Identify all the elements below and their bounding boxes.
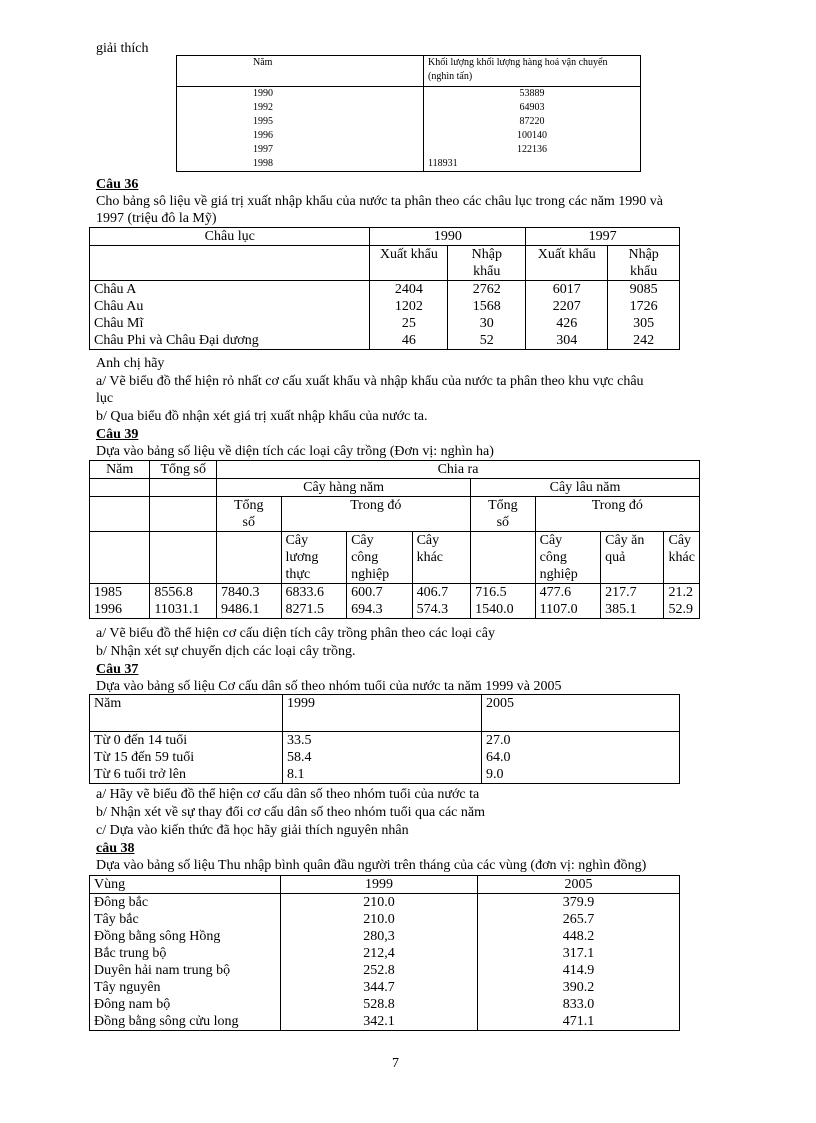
table-cell: 9085 (608, 281, 680, 299)
freight-header-volume: Khối lượng khối lượng hàng hoá vận chuyển (nghìn tấn) (424, 56, 641, 87)
q39-head-other-crops: Cây khác (412, 532, 471, 584)
table-cell: Đông bắc (90, 894, 281, 912)
q37-after-3: c/ Dựa vào kiến thức đã học hãy giải thích nguyên nhân (96, 823, 409, 838)
table-cell: 21.2 (664, 584, 700, 602)
q38-title: câu 38 (96, 841, 135, 856)
table-cell: Đồng bằng sông cửu long (90, 1013, 281, 1031)
table-cell: 53889 (424, 87, 641, 102)
table-cell: Châu A (90, 281, 370, 299)
table-cell: 217.7 (601, 584, 664, 602)
q38-table (89, 875, 680, 1031)
q36-after-2: lục (96, 391, 114, 406)
table-cell: 426 (526, 315, 608, 332)
q39-head-perennial: Cây lâu năm (471, 479, 700, 497)
table-cell: 2207 (526, 298, 608, 315)
q37-head-1999: 1999 (283, 695, 482, 732)
table-cell: 379.9 (478, 894, 680, 912)
q39-head-perennial-within: Trong đó (535, 497, 699, 532)
table-cell: 52 (448, 332, 526, 350)
table-cell: Từ 0 đến 14 tuổi (90, 732, 283, 750)
table-cell: 7840.3 (217, 584, 282, 602)
q39-after-2: b/ Nhận xét sự chuyển dịch các loại cây trồng. (96, 644, 356, 659)
q38-head-2005: 2005 (478, 876, 680, 894)
table-cell: 11031.1 (150, 601, 217, 619)
q36-text-2: 1997 (triệu đô la Mỹ) (96, 211, 217, 226)
q39-head-annual: Cây hàng năm (217, 479, 471, 497)
table-cell: 6833.6 (281, 584, 347, 602)
q37-title: Câu 37 (96, 662, 139, 677)
table-cell: 64903 (424, 101, 641, 115)
q39-head-perennial-other: Cây khác (664, 532, 700, 584)
table-cell: 52.9 (664, 601, 700, 619)
q39-head-annual-within: Trong đó (281, 497, 471, 532)
q37-after-2: b/ Nhận xét về sự thay đổi cơ cấu dân số theo nhóm tuổi qua các năm (96, 805, 485, 820)
table-cell: Châu Phi và Châu Đại dương (90, 332, 370, 350)
table-cell: 1996 (90, 601, 150, 619)
table-cell: Từ 15 đến 59 tuổi (90, 749, 283, 766)
table-cell: 1996 (177, 129, 424, 143)
table-cell: 9486.1 (217, 601, 282, 619)
q39-head-year: Năm (90, 461, 150, 479)
table-cell: 118931 (424, 157, 641, 172)
table-cell: 280,3 (281, 928, 478, 945)
table-cell: 1985 (90, 584, 150, 602)
table-cell: 64.0 (482, 749, 680, 766)
table-cell: 385.1 (601, 601, 664, 619)
table-cell: Châu Mĩ (90, 315, 370, 332)
table-cell: 1540.0 (471, 601, 536, 619)
table-cell: 304 (526, 332, 608, 350)
freight-table (176, 55, 641, 172)
table-cell: 1107.0 (535, 601, 601, 619)
q36-head-region: Châu lục (90, 228, 370, 246)
table-cell: 1998 (177, 157, 424, 172)
table-cell: 390.2 (478, 979, 680, 996)
q39-head-food-crops: Cây lương thực (281, 532, 347, 584)
table-cell: 2404 (370, 281, 448, 299)
table-cell: 694.3 (347, 601, 413, 619)
table-cell: 1990 (177, 87, 424, 102)
table-cell: 1997 (177, 143, 424, 157)
q39-after-1: a/ Vẽ biểu đồ thể hiện cơ cấu diện tích cây trồng phân theo các loại cây (96, 626, 495, 641)
table-cell: 477.6 (535, 584, 601, 602)
table-cell: 317.1 (478, 945, 680, 962)
table-cell: 600.7 (347, 584, 413, 602)
table-cell: 30 (448, 315, 526, 332)
table-cell: 471.1 (478, 1013, 680, 1031)
q37-head-2005: 2005 (482, 695, 680, 732)
table-cell: 25 (370, 315, 448, 332)
q36-head-1997: 1997 (526, 228, 680, 246)
q36-text-1: Cho bảng sô liệu về giá trị xuất nhập khẩu của nước ta phân theo các châu lục trong các năm 1990 và (96, 194, 664, 209)
table-cell: 8556.8 (150, 584, 217, 602)
q39-table (89, 460, 700, 619)
q38-head-1999: 1999 (281, 876, 478, 894)
q39-text: Dựa vào bảng số liệu về diện tích các loại cây trồng (Đơn vị: nghìn ha) (96, 444, 494, 459)
freight-header-year: Năm (177, 56, 424, 87)
table-cell: 8.1 (283, 766, 482, 784)
table-cell: 1202 (370, 298, 448, 315)
q39-head-perennial-industrial: Cây công nghiệp (535, 532, 601, 584)
table-cell: 406.7 (412, 584, 471, 602)
table-cell: 265.7 (478, 911, 680, 928)
table-cell: 1992 (177, 101, 424, 115)
table-cell: 342.1 (281, 1013, 478, 1031)
q39-head-annual-total: Tổng số (217, 497, 282, 532)
q39-head-split: Chia ra (217, 461, 700, 479)
table-cell: Đông nam bộ (90, 996, 281, 1013)
table-cell: Tây bắc (90, 911, 281, 928)
q37-table (89, 694, 680, 784)
table-cell: 1568 (448, 298, 526, 315)
table-cell: 27.0 (482, 732, 680, 750)
q36-import-1997: Nhập khẩu (608, 246, 680, 281)
q39-head-fruit-trees: Cây ăn quả (601, 532, 664, 584)
q37-after-1: a/ Hãy vẽ biểu đồ thể hiện cơ cấu dân số theo nhóm tuổi của nước ta (96, 787, 480, 802)
table-cell: 58.4 (283, 749, 482, 766)
table-cell: Từ 6 tuổi trở lên (90, 766, 283, 784)
q36-head-1990: 1990 (370, 228, 526, 246)
q38-text: Dựa vào bảng số liệu Thu nhập bình quân đầu người trên tháng của các vùng (đơn vị: nghìn đồng) (96, 858, 647, 873)
q39-head-total: Tổng số (150, 461, 217, 479)
table-cell: 6017 (526, 281, 608, 299)
table-cell: Đồng bằng sông Hồng (90, 928, 281, 945)
table-cell: 528.8 (281, 996, 478, 1013)
table-cell: 833.0 (478, 996, 680, 1013)
q37-text: Dựa vào bảng số liệu Cơ cấu dân số theo nhóm tuổi của nước ta năm 1999 và 2005 (96, 679, 562, 694)
q39-head-perennial-total: Tổng số (471, 497, 536, 532)
table-cell: Bắc trung bộ (90, 945, 281, 962)
table-cell: 716.5 (471, 584, 536, 602)
page-number: 7 (392, 1056, 399, 1071)
q39-head-industrial-crops: Cây công nghiệp (347, 532, 413, 584)
table-cell: 33.5 (283, 732, 482, 750)
table-cell: 1995 (177, 115, 424, 129)
q36-export-1997: Xuất khẩu (526, 246, 608, 281)
table-cell: 414.9 (478, 962, 680, 979)
table-cell: 344.7 (281, 979, 478, 996)
q36-after-3: b/ Qua biểu đồ nhận xét giá trị xuất nhập khẩu của nước ta. (96, 409, 428, 424)
q38-head-region: Vùng (90, 876, 281, 894)
table-cell: 2762 (448, 281, 526, 299)
table-cell: Duyên hải nam trung bộ (90, 962, 281, 979)
q36-import-1990: Nhập khẩu (448, 246, 526, 281)
table-cell: 87220 (424, 115, 641, 129)
table-cell: 210.0 (281, 911, 478, 928)
q36-title: Câu 36 (96, 177, 139, 192)
table-cell: 100140 (424, 129, 641, 143)
table-cell: Tây nguyên (90, 979, 281, 996)
table-cell: 448.2 (478, 928, 680, 945)
table-cell: 8271.5 (281, 601, 347, 619)
table-cell: 252.8 (281, 962, 478, 979)
table-cell: 212,4 (281, 945, 478, 962)
q37-head-year: Năm (90, 695, 283, 732)
q36-table (89, 227, 680, 350)
table-cell: 1726 (608, 298, 680, 315)
intro-text: giải thích (96, 41, 149, 56)
table-cell: 305 (608, 315, 680, 332)
q39-title: Câu 39 (96, 427, 139, 442)
table-cell: 210.0 (281, 894, 478, 912)
table-cell: 46 (370, 332, 448, 350)
q36-export-1990: Xuất khẩu (370, 246, 448, 281)
table-cell: 574.3 (412, 601, 471, 619)
table-cell: 122136 (424, 143, 641, 157)
q36-after-0: Anh chị hãy (96, 356, 165, 371)
q36-after-1: a/ Vẽ biểu đồ thể hiện rỏ nhất cơ cấu xuất khẩu và nhập khẩu của nước ta phân theo khu vực châu (96, 374, 644, 389)
table-cell: 242 (608, 332, 680, 350)
table-cell: Châu Au (90, 298, 370, 315)
table-cell: 9.0 (482, 766, 680, 784)
